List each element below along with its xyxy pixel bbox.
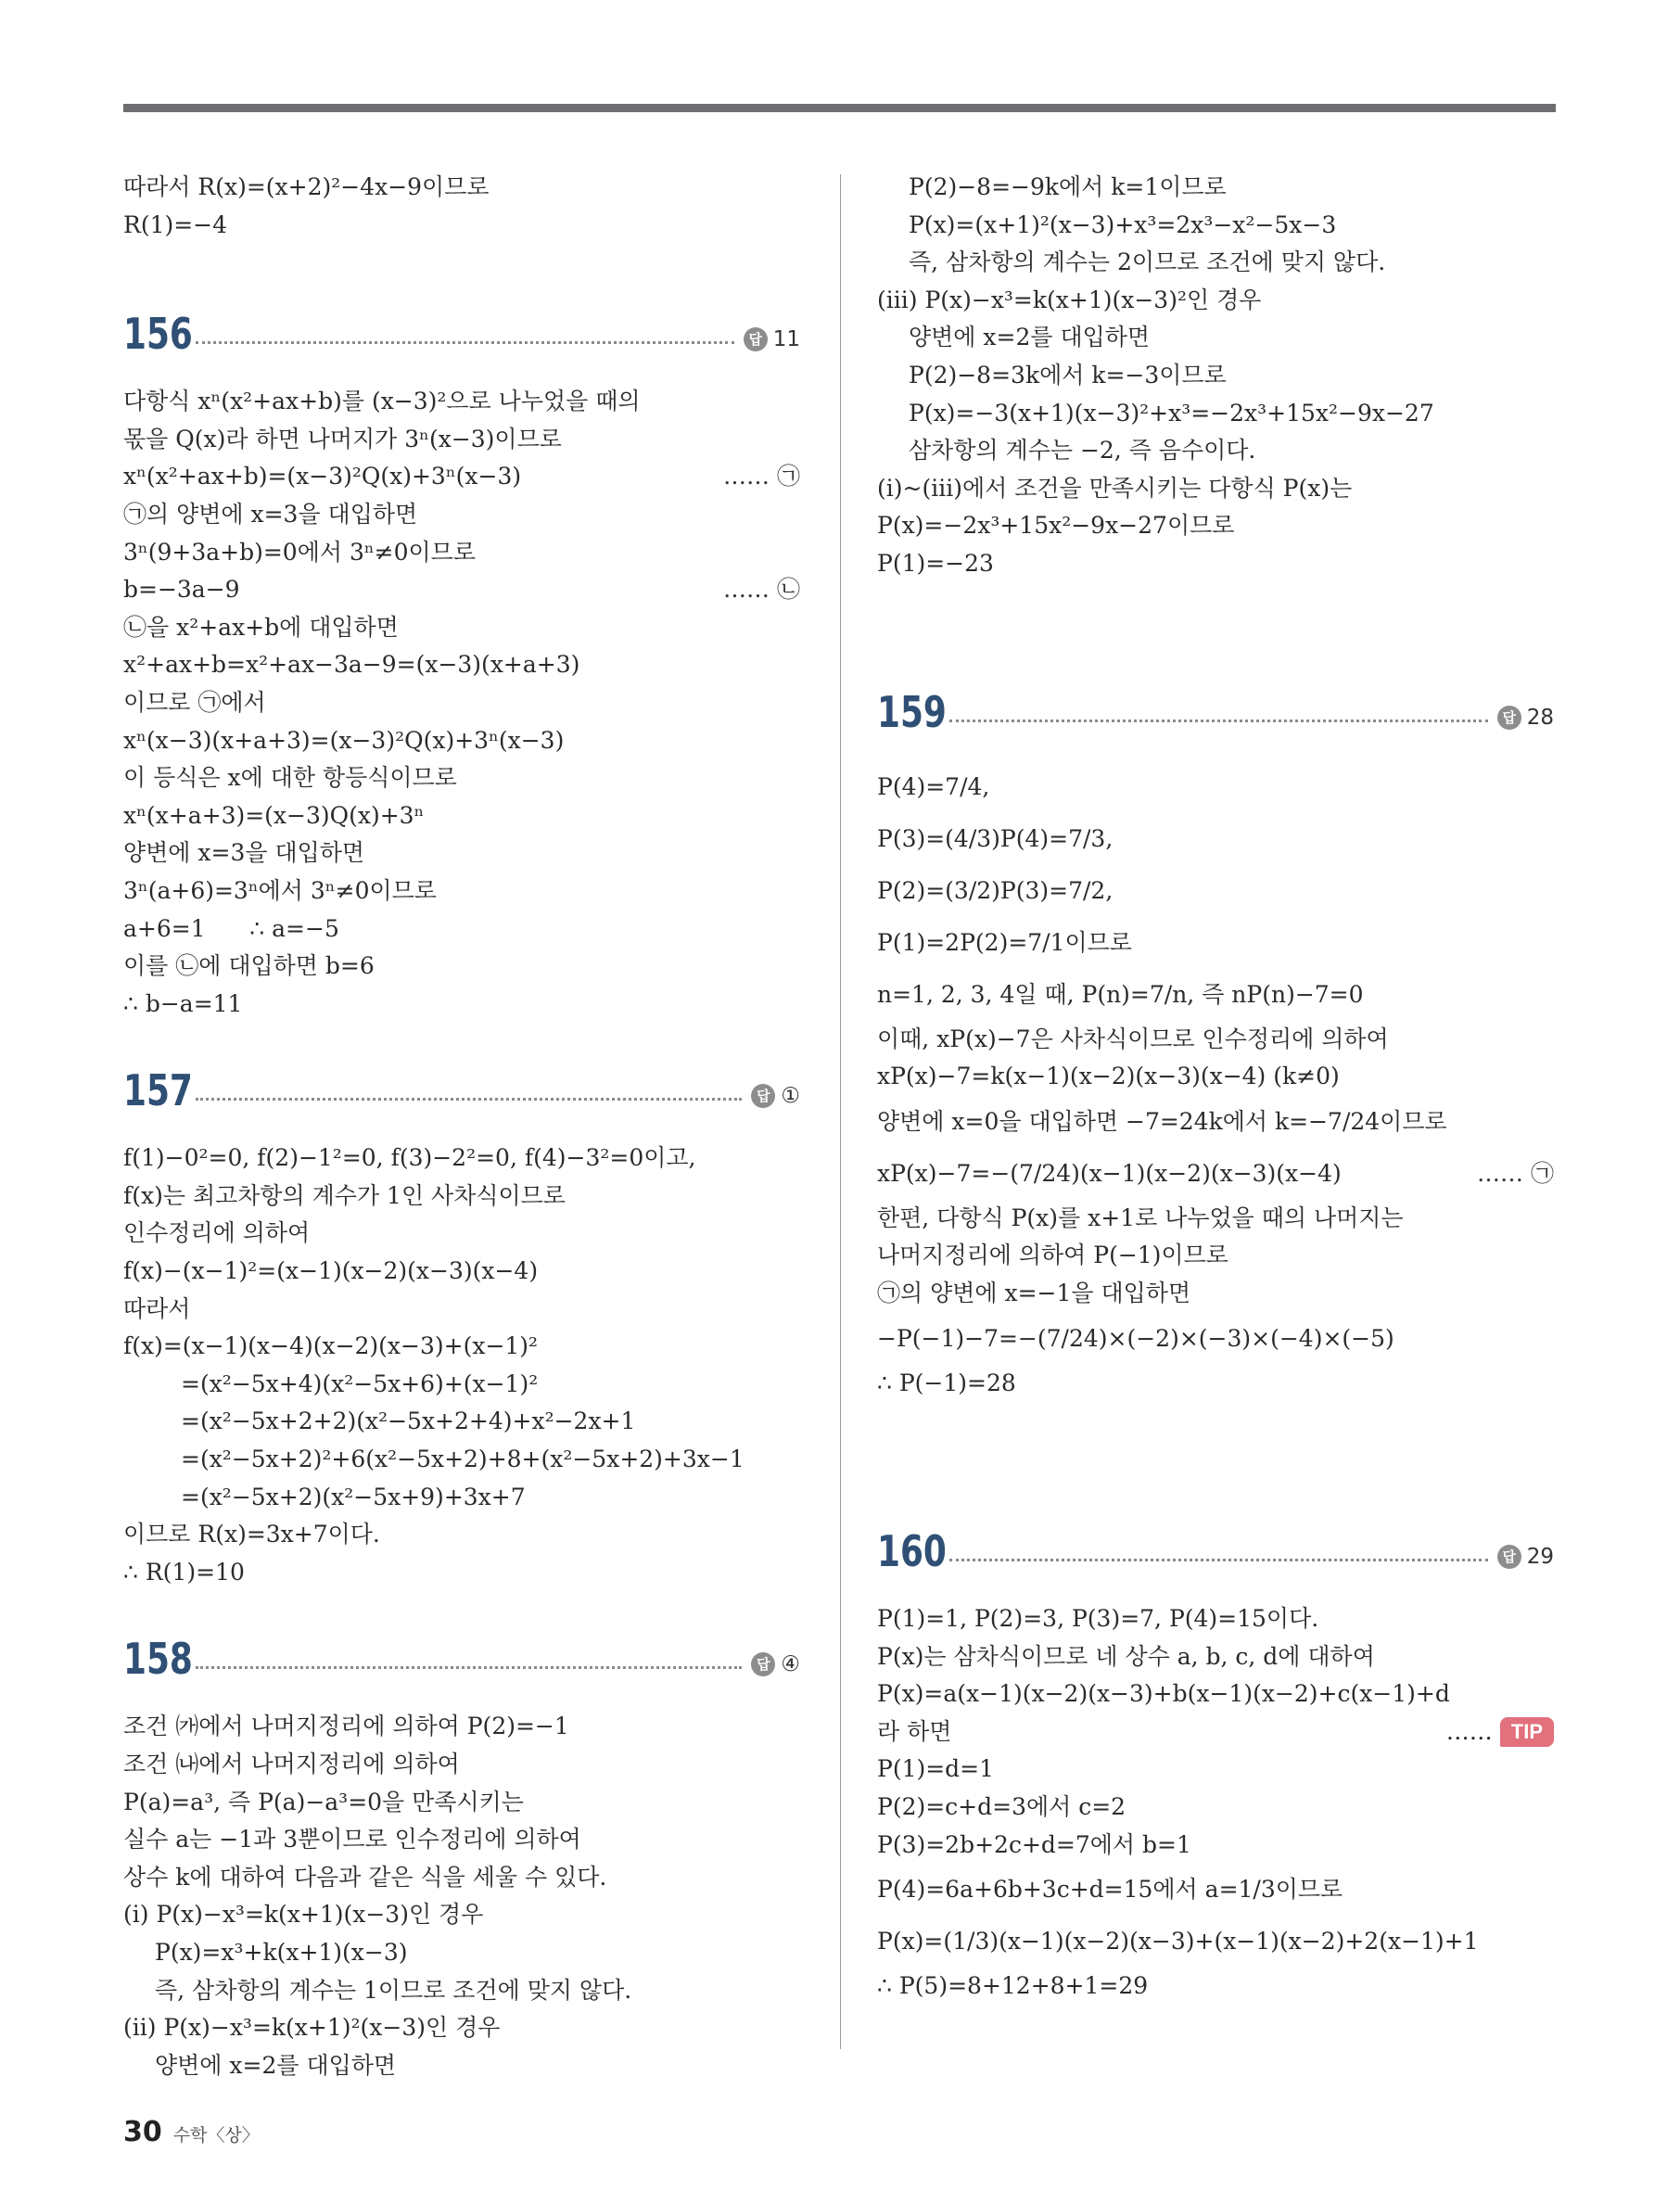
dotted-leader bbox=[949, 1558, 1488, 1561]
text-line: 삼차항의 계수는 −2, 즉 음수이다. bbox=[909, 437, 1256, 465]
answer-tag bbox=[751, 1652, 800, 1676]
right-column bbox=[877, 169, 1554, 2006]
text-line: P(x)는 삼차식이므로 네 상수 a, b, c, d에 대하여 bbox=[877, 1642, 1375, 1670]
problem-header-157 bbox=[123, 1054, 800, 1115]
tip-dots: …… bbox=[1445, 1717, 1493, 1745]
text-line: =(x²−5x+2+2)(x²−5x+2+4)+x²−2x+1 bbox=[181, 1408, 636, 1435]
text-line: 양변에 x=3을 대입하면 bbox=[123, 839, 365, 867]
text-line: P(x)=(1/3)(x−1)(x−2)(x−3)+(x−1)(x−2)+2(x−1)+1 bbox=[877, 1928, 1479, 1955]
text-line: P(1)=2P(2)=7/1이므로 bbox=[877, 928, 1132, 956]
text-line: ∴ P(5)=8+12+8+1=29 bbox=[877, 1972, 1149, 2000]
text-line: 인수정리에 의하여 bbox=[123, 1219, 311, 1247]
text-line: 3ⁿ(9+3a+b)=0에서 3ⁿ≠0이므로 bbox=[123, 538, 476, 566]
marked-line bbox=[123, 458, 800, 496]
reference-mark: …… ㉠ bbox=[723, 463, 800, 490]
left-column bbox=[123, 169, 800, 2084]
column-divider bbox=[840, 174, 841, 2049]
dotted-leader bbox=[196, 1665, 742, 1669]
text-line: −P(−1)−7=−(7/24)×(−2)×(−3)×(−4)×(−5) bbox=[877, 1324, 1394, 1352]
text-line: P(2)=c+d=3에서 c=2 bbox=[877, 1793, 1126, 1821]
answer-icon: 답 bbox=[751, 1084, 775, 1108]
text-line: =(x²−5x+4)(x²−5x+6)+(x−1)² bbox=[181, 1369, 539, 1397]
text-line: P(2)−8=3k에서 k=−3이므로 bbox=[909, 361, 1227, 389]
text-line: 이므로 ㉠에서 bbox=[123, 688, 266, 716]
reference-mark: …… ㉡ bbox=[723, 576, 800, 604]
text-line: (ⅰ)~(ⅲ)에서 조건을 만족시키는 다항식 P(x)는 bbox=[877, 474, 1353, 502]
problem-header-156 bbox=[123, 298, 800, 359]
text-line: xⁿ(x−3)(x+a+3)=(x−3)²Q(x)+3ⁿ(x−3) bbox=[123, 726, 565, 754]
text-line: 한편, 다항식 P(x)를 x+1로 나누었을 때의 나머지는 bbox=[877, 1204, 1404, 1231]
text-line: P(2)=(3/2)P(3)=7/2, bbox=[877, 876, 1114, 904]
answer-icon: 답 bbox=[744, 327, 768, 351]
text-line: (ⅱ) P(x)−x³=k(x+1)²(x−3)인 경우 bbox=[123, 2014, 501, 2042]
text-line: ∴ P(−1)=28 bbox=[877, 1369, 1016, 1396]
answer-value: ① bbox=[781, 1084, 800, 1109]
problem-number: 156 bbox=[123, 309, 193, 360]
text-line: ㉠의 양변에 x=−1을 대입하면 bbox=[877, 1279, 1191, 1306]
answer-value: ④ bbox=[781, 1652, 800, 1677]
problem-number: 160 bbox=[877, 1526, 947, 1577]
text-line: P(1)=d=1 bbox=[877, 1755, 995, 1783]
reference-mark: …… ㉠ bbox=[1477, 1159, 1554, 1187]
text-line: ㉡을 x²+ax+b에 대입하면 bbox=[123, 613, 399, 641]
text-line: 따라서 bbox=[123, 1294, 191, 1322]
text-line: P(x)=−2x³+15x²−9x−27이므로 bbox=[877, 512, 1235, 540]
text-line: 이 등식은 x에 대한 항등식이므로 bbox=[123, 764, 457, 792]
text-line: P(3)=(4/3)P(4)=7/3, bbox=[877, 824, 1114, 852]
text-line: xⁿ(x+a+3)=(x−3)Q(x)+3ⁿ bbox=[123, 801, 425, 829]
answer-icon: 답 bbox=[1497, 706, 1521, 730]
page-number: 30 bbox=[123, 2116, 162, 2148]
tip-badge: TIP bbox=[1500, 1717, 1554, 1747]
text-line: P(a)=a³, 즉 P(a)−a³=0을 만족시키는 bbox=[123, 1788, 524, 1815]
text-line: =(x²−5x+2)(x²−5x+9)+3x+7 bbox=[181, 1483, 526, 1510]
problem-header-158 bbox=[123, 1623, 800, 1684]
text-line: 조건 ㈎에서 나머지정리에 의하여 P(2)=−1 bbox=[123, 1713, 569, 1740]
problem-number: 157 bbox=[123, 1065, 193, 1116]
answer-tag bbox=[744, 327, 800, 351]
text-line: P(1)=−23 bbox=[877, 549, 994, 577]
answer-value: 11 bbox=[772, 327, 800, 352]
dotted-leader bbox=[196, 1097, 742, 1101]
text-line: P(x)=x³+k(x+1)(x−3) bbox=[155, 1938, 408, 1966]
answer-tag bbox=[751, 1084, 800, 1108]
text-line: 양변에 x=2를 대입하면 bbox=[155, 2051, 397, 2079]
text-line: f(x)는 최고차항의 계수가 1인 사차식이므로 bbox=[123, 1181, 566, 1209]
text-line: 실수 a는 −1과 3뿐이므로 인수정리에 의하여 bbox=[123, 1826, 581, 1853]
text-line: 즉, 삼차항의 계수는 1이므로 조건에 맞지 않다. bbox=[155, 1976, 632, 2004]
tip-reference bbox=[1446, 1713, 1554, 1752]
text-line: P(x)=−3(x+1)(x−3)²+x³=−2x³+15x²−9x−27 bbox=[909, 399, 1434, 427]
answer-value: 28 bbox=[1526, 705, 1554, 730]
problem-header-159 bbox=[877, 676, 1554, 737]
problem-number: 158 bbox=[123, 1634, 193, 1685]
dotted-leader bbox=[949, 719, 1488, 722]
text-line: 즉, 삼차항의 계수는 2이므로 조건에 맞지 않다. bbox=[909, 248, 1386, 276]
text-line: 조건 ㈏에서 나머지정리에 의하여 bbox=[123, 1751, 460, 1777]
answer-tag bbox=[1497, 706, 1554, 730]
text-line: a+6=1 ∴ a=−5 bbox=[123, 914, 339, 942]
text-line: 따라서 R(x)=(x+2)²−4x−9이므로 bbox=[123, 173, 490, 200]
dotted-leader bbox=[196, 340, 734, 344]
text-line: 다항식 xⁿ(x²+ax+b)를 (x−3)²으로 나누었을 때의 bbox=[123, 388, 641, 415]
text-line: P(3)=2b+2c+d=7에서 b=1 bbox=[877, 1830, 1191, 1858]
text-line: f(x)−(x−1)²=(x−1)(x−2)(x−3)(x−4) bbox=[123, 1257, 539, 1285]
text-line: 라 하면 bbox=[877, 1717, 952, 1745]
text-line: P(2)−8=−9k에서 k=1이므로 bbox=[909, 173, 1227, 200]
text-line: =(x²−5x+2)²+6(x²−5x+2)+8+(x²−5x+2)+3x−1 bbox=[181, 1446, 745, 1473]
text-line: P(4)=7/4, bbox=[877, 772, 990, 800]
text-line: x²+ax+b=x²+ax−3a−9=(x−3)(x+a+3) bbox=[123, 651, 580, 679]
text-line: P(x)=(x+1)²(x−3)+x³=2x³−x²−5x−3 bbox=[909, 210, 1337, 238]
answer-value: 29 bbox=[1526, 1545, 1554, 1570]
text-line: ㉠의 양변에 x=3을 대입하면 bbox=[123, 500, 418, 528]
answer-icon: 답 bbox=[1497, 1545, 1521, 1569]
answer-icon: 답 bbox=[751, 1652, 775, 1676]
text-line: 나머지정리에 의하여 P(−1)이므로 bbox=[877, 1242, 1228, 1269]
problem-header-160 bbox=[877, 1515, 1554, 1576]
text-line: 몫을 Q(x)라 하면 나머지가 3ⁿ(x−3)이므로 bbox=[123, 425, 562, 452]
top-rule bbox=[123, 104, 1556, 112]
text-line: (ⅲ) P(x)−x³=k(x+1)(x−3)²인 경우 bbox=[877, 286, 1262, 313]
text-line: P(x)=a(x−1)(x−2)(x−3)+b(x−1)(x−2)+c(x−1)+d bbox=[877, 1680, 1450, 1708]
text-line: 이때, xP(x)−7은 사차식이므로 인수정리에 의하여 bbox=[877, 1025, 1389, 1052]
text-line: ∴ b−a=11 bbox=[123, 989, 243, 1017]
text-line: 양변에 x=0을 대입하면 −7=24k에서 k=−7/24이므로 bbox=[877, 1107, 1447, 1135]
text-line: xP(x)−7=k(x−1)(x−2)(x−3)(x−4) (k≠0) bbox=[877, 1063, 1340, 1090]
page-footer bbox=[123, 2116, 260, 2148]
text-line: 이를 ㉡에 대입하면 b=6 bbox=[123, 952, 375, 980]
marked-line bbox=[123, 571, 800, 609]
text-line: R(1)=−4 bbox=[123, 210, 228, 238]
marked-line bbox=[877, 1148, 1554, 1200]
text-line: ∴ R(1)=10 bbox=[123, 1558, 245, 1586]
equation: xⁿ(x²+ax+b)=(x−3)²Q(x)+3ⁿ(x−3) bbox=[123, 463, 522, 490]
text-line: n=1, 2, 3, 4일 때, P(n)=7/n, 즉 nP(n)−7=0 bbox=[877, 980, 1364, 1008]
answer-tag bbox=[1497, 1545, 1554, 1569]
text-line: 이므로 R(x)=3x+7이다. bbox=[123, 1521, 380, 1548]
text-line: (ⅰ) P(x)−x³=k(x+1)(x−3)인 경우 bbox=[123, 1901, 484, 1929]
text-line: 상수 k에 대하여 다음과 같은 식을 세울 수 있다. bbox=[123, 1863, 607, 1891]
tip-line bbox=[877, 1713, 1554, 1752]
equation: xP(x)−7=−(7/24)(x−1)(x−2)(x−3)(x−4) bbox=[877, 1159, 1342, 1187]
text-line: 3ⁿ(a+6)=3ⁿ에서 3ⁿ≠0이므로 bbox=[123, 876, 437, 904]
text-line: P(4)=6a+6b+3c+d=15에서 a=1/3이므로 bbox=[877, 1876, 1343, 1904]
text-line: f(1)−0²=0, f(2)−1²=0, f(3)−2²=0, f(4)−3²=0이고, bbox=[123, 1144, 696, 1172]
book-title: 수학〈상〉 bbox=[172, 2125, 260, 2146]
equation: b=−3a−9 bbox=[123, 576, 240, 604]
text-line: f(x)=(x−1)(x−4)(x−2)(x−3)+(x−1)² bbox=[123, 1332, 539, 1360]
text-line: P(1)=1, P(2)=3, P(3)=7, P(4)=15이다. bbox=[877, 1605, 1319, 1633]
text-line: 양변에 x=2를 대입하면 bbox=[909, 324, 1151, 351]
problem-number: 159 bbox=[877, 686, 947, 737]
